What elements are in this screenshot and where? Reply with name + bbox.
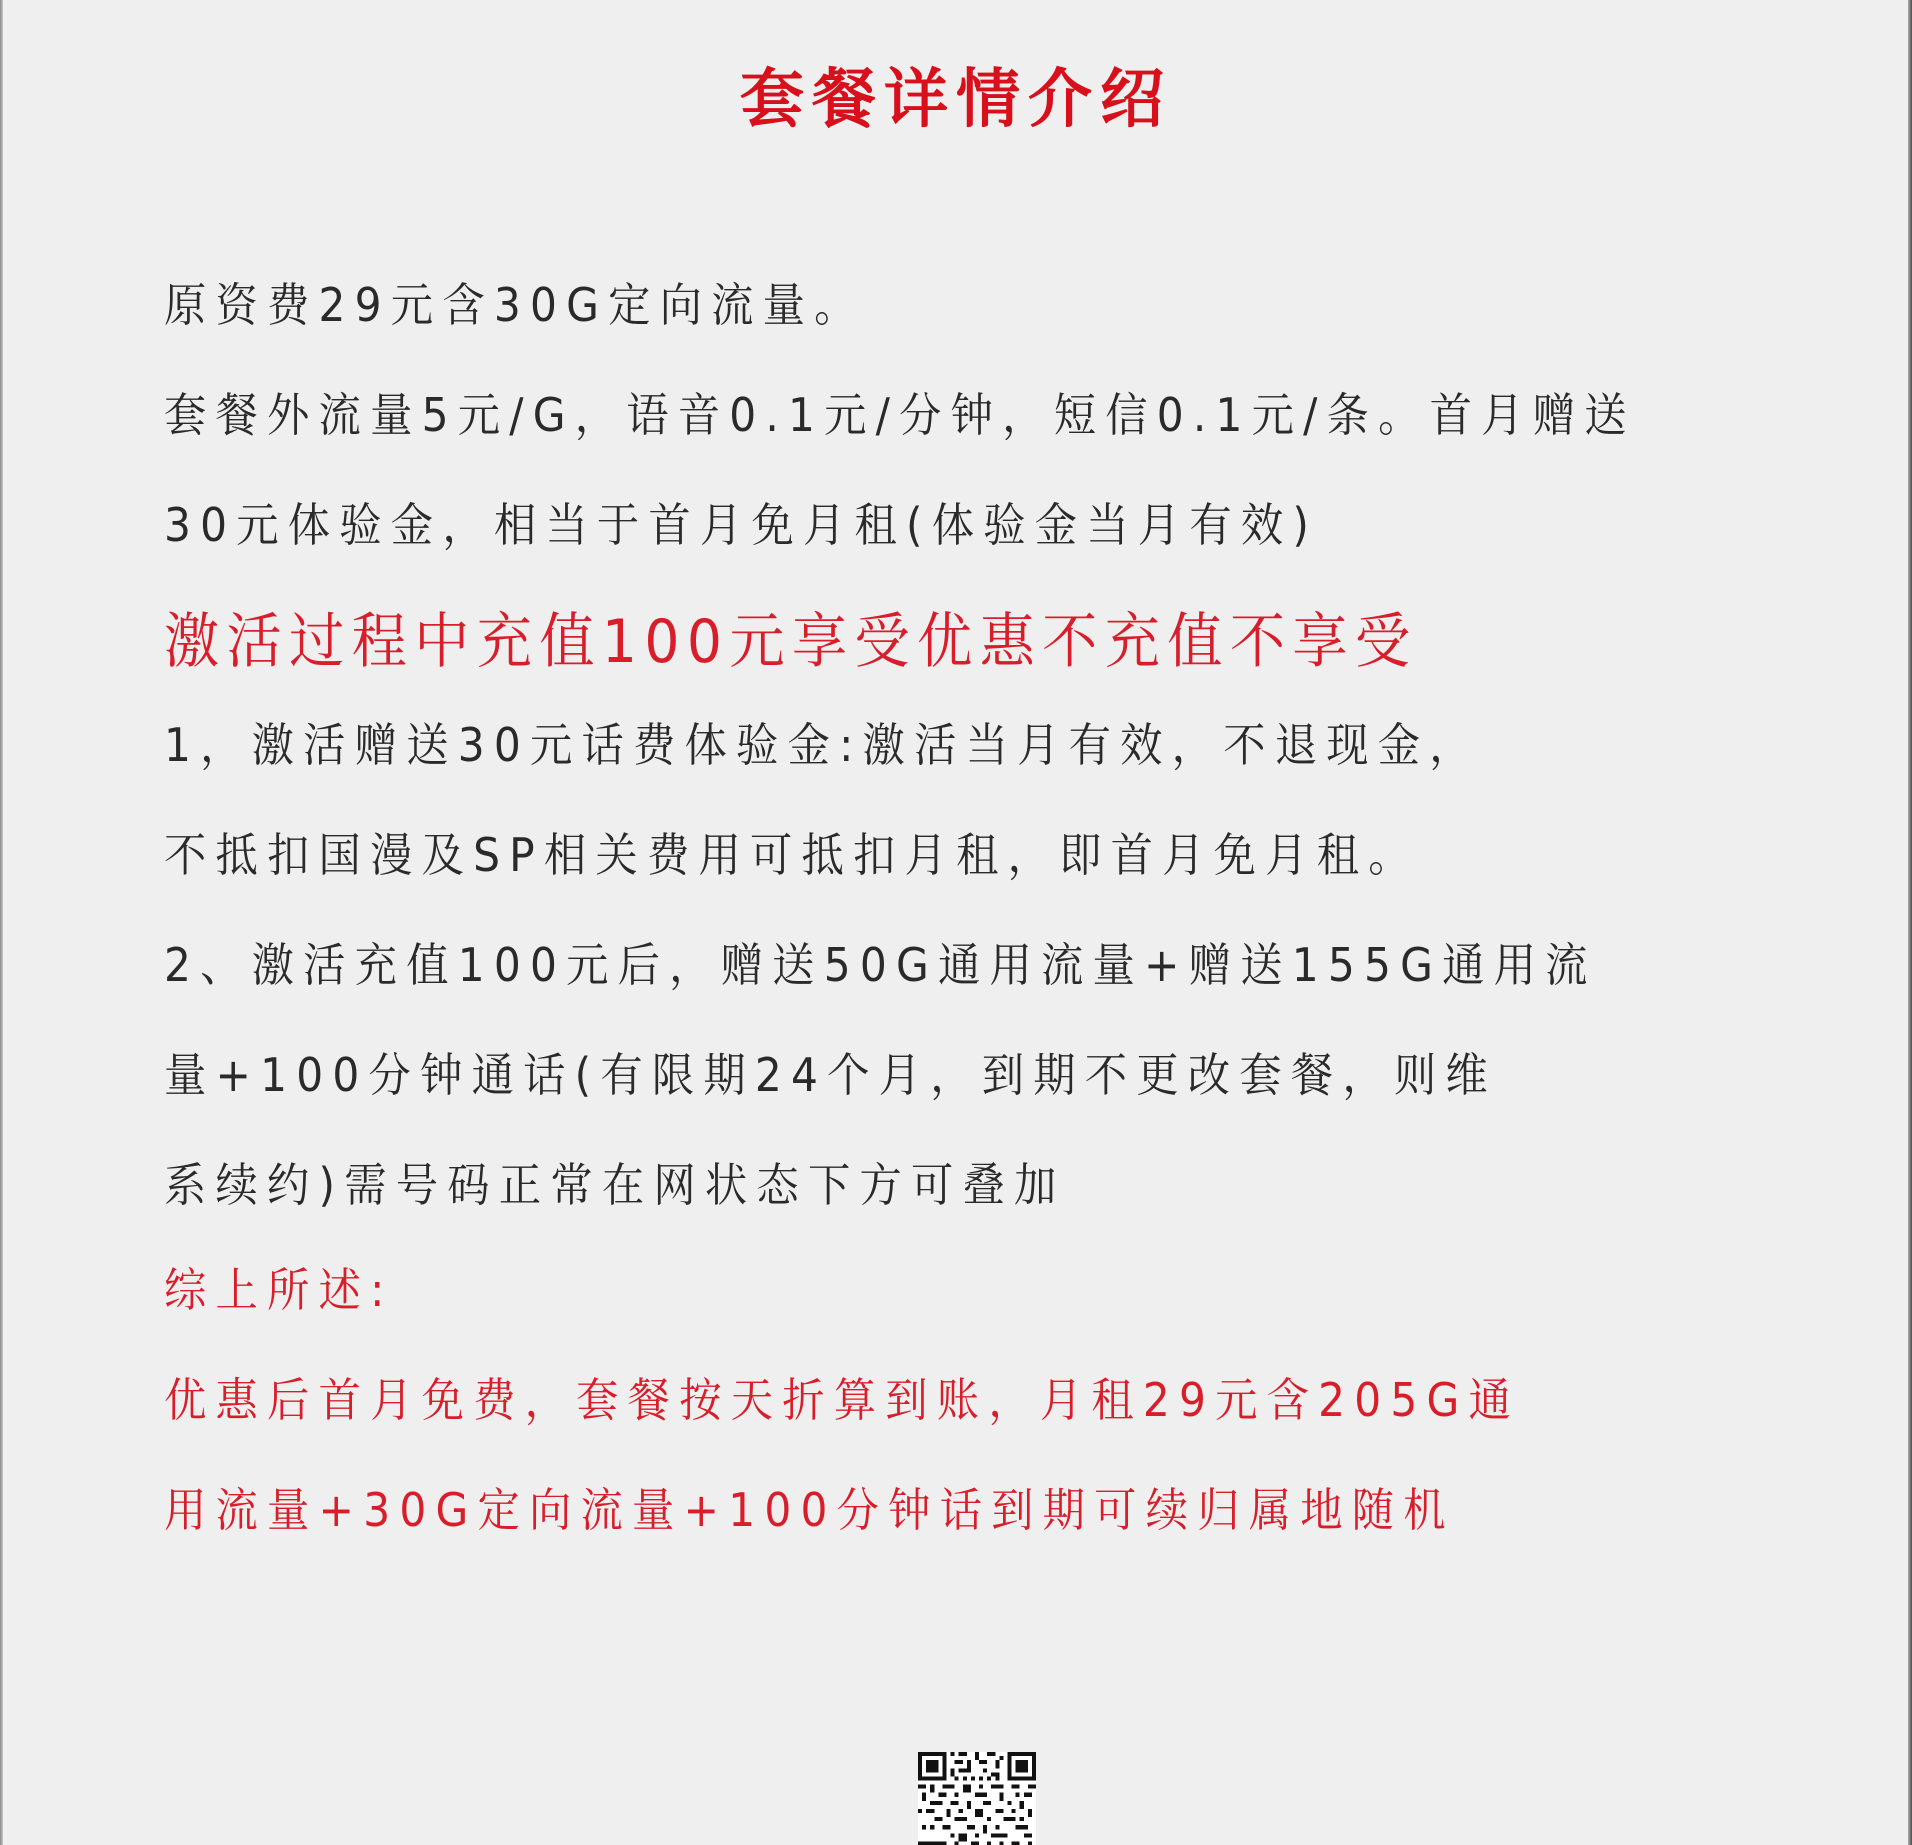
page-title: 套餐详情介绍 [740,62,1172,137]
point-2-line-2: 量+100分钟通话(有限期24个月，到期不更改套餐，则维 [164,1048,1497,1102]
image-frame-left-edge [0,0,3,1845]
point-1-line-2: 不抵扣国漫及SP相关费用可抵扣月租，即首月免月租。 [164,828,1420,882]
recharge-highlight: 激活过程中充值100元享受优惠不充值不享受 [164,607,1418,677]
intro-trial-credit: 30元体验金，相当于首月免月租(体验金当月有效) [164,498,1319,552]
intro-original-price: 原资费29元含30G定向流量。 [164,278,866,332]
point-1-line-1: 1，激活赠送30元话费体验金:激活当月有效，不退现金， [164,718,1481,772]
point-2-line-3: 系续约)需号码正常在网状态下方可叠加 [164,1158,1066,1212]
summary-line-1: 优惠后首月免费，套餐按天折算到账，月租29元含205G通 [164,1373,1521,1427]
image-frame-right-edge [1908,0,1912,1845]
intro-extra-charges: 套餐外流量5元/G，语音0.1元/分钟，短信0.1元/条。首月赠送 [164,388,1636,442]
summary-line-2: 用流量+30G定向流量+100分钟话到期可续归属地随机 [164,1483,1455,1537]
qr-code-icon [918,1752,1036,1845]
point-2-line-1: 2、激活充值100元后，赠送50G通用流量+赠送155G通用流 [164,938,1597,992]
summary-heading: 综上所述: [164,1263,394,1317]
